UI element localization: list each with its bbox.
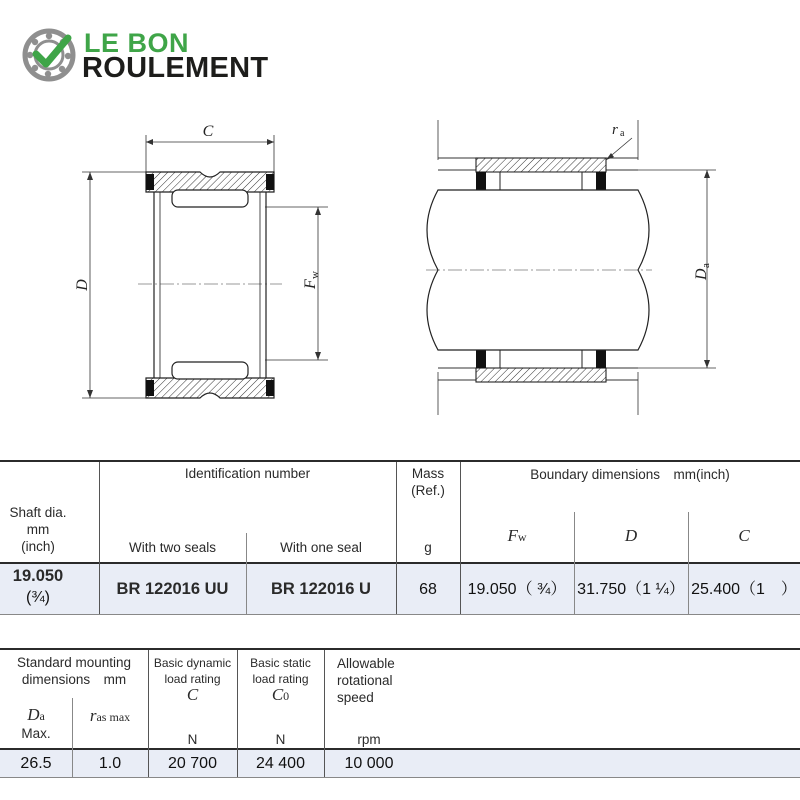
d-value: 31.750（1 ¼） <box>577 581 685 598</box>
dim-label-fw: F <box>302 279 319 289</box>
da-header: Da Max. <box>21 705 51 741</box>
mounting-drawing <box>420 110 740 420</box>
c-value: 25.400（1 ） <box>691 581 797 598</box>
dim-label-ra-sub: a <box>620 128 625 139</box>
mounting-header: Standard mounting dimensions mm <box>16 655 132 687</box>
ras-header: ras max <box>89 706 131 725</box>
bearing-section-drawing <box>60 110 360 410</box>
shaft-mm-value: 19.050 <box>12 567 64 585</box>
speed-value: 10 000 <box>344 755 394 772</box>
ras-value: 1.0 <box>98 755 122 772</box>
static-rating-unit: N <box>275 732 286 747</box>
mass-header: Mass (Ref.) <box>411 466 445 498</box>
dim-label-ra: r <box>612 122 618 138</box>
dynamic-rating-unit: N <box>187 732 198 747</box>
shaft-inch-value: (¾) <box>26 589 50 606</box>
dim-label-c: C <box>202 123 214 140</box>
mass-unit: g <box>424 540 432 555</box>
logo-line-1: LE BON <box>84 28 190 58</box>
one-seal-value: BR 122016 U <box>271 580 371 598</box>
logo-line-2: ROULEMENT <box>82 52 269 84</box>
da-value: 26.5 <box>20 755 52 772</box>
d-header: D <box>624 526 638 545</box>
dim-label-da: D <box>693 268 710 280</box>
static-rating-value: 24 400 <box>256 755 305 772</box>
static-rating-header: Basic static load rating C0 <box>250 656 311 704</box>
dim-label-d: D <box>74 279 91 291</box>
speed-header: Allowable rotational speed <box>337 656 395 705</box>
speed-unit: rpm <box>357 732 381 747</box>
fw-header: Fw <box>507 526 527 545</box>
dim-label-da-sub: a <box>700 263 712 268</box>
two-seals-value: BR 122016 UU <box>116 580 229 598</box>
boundary-header: Boundary dimensions mm(inch) <box>530 467 730 482</box>
one-seal-header: With one seal <box>280 540 362 555</box>
identification-header: Identification number <box>184 466 311 481</box>
brand-logo <box>22 28 302 86</box>
fw-value: 19.050（ ¾） <box>467 581 567 598</box>
dynamic-rating-header: Basic dynamic load rating C <box>153 656 232 704</box>
mass-value: 68 <box>419 581 437 598</box>
two-seals-header: With two seals <box>128 540 217 555</box>
shaft-dia-header: Shaft dia. mm (inch) <box>9 505 67 554</box>
dim-label-fw-sub: w <box>309 271 321 279</box>
bearing-check-icon <box>22 28 76 82</box>
c-header: C <box>738 526 750 545</box>
dynamic-rating-value: 20 700 <box>168 755 217 772</box>
